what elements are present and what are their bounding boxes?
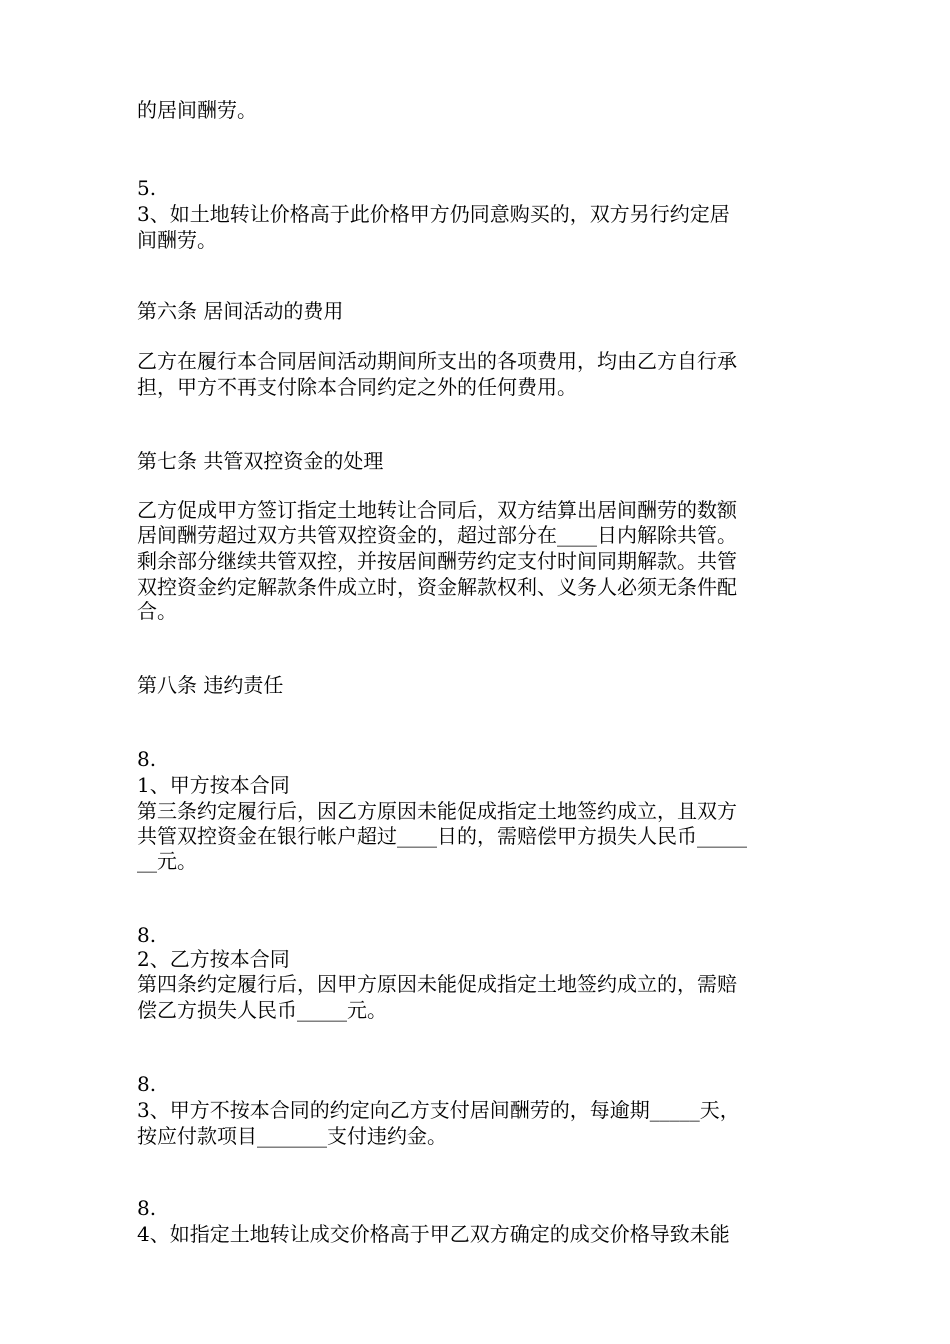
text-line: 4、如指定土地转让成交价格高于甲乙双方确定的成交价格导致未能 xyxy=(137,1222,730,1246)
clause-number: 8. xyxy=(137,1072,157,1096)
clause-number: 8. xyxy=(137,747,157,771)
text-line: 间酬劳。 xyxy=(137,228,217,252)
text-line: 担，甲方不再支付除本合同约定之外的任何费用。 xyxy=(137,375,577,399)
text-line: 3、如土地转让价格高于此价格甲方仍同意购买的，双方另行约定居 xyxy=(137,202,730,226)
text-line: 按应付款项目_______支付违约金。 xyxy=(137,1124,447,1148)
text-line: 剩余部分继续共管双控，并按居间酬劳约定支付时间同期解款。共管 xyxy=(137,549,737,573)
clause-number: 5. xyxy=(137,176,157,200)
text-line: 3、甲方不按本合同的约定向乙方支付居间酬劳的，每逾期_____天， xyxy=(137,1098,740,1122)
text-line: 乙方促成甲方签订指定土地转让合同后，双方结算出居间酬劳的数额 xyxy=(137,498,737,522)
text-line: 1、甲方按本合同 xyxy=(137,773,290,797)
section-heading: 第八条 违约责任 xyxy=(137,673,284,697)
clause-number: 8. xyxy=(137,923,157,947)
text-line: 偿乙方损失人民币_____元。 xyxy=(137,998,387,1022)
section-heading: 第七条 共管双控资金的处理 xyxy=(137,449,384,473)
text-line: 乙方在履行本合同居间活动期间所支出的各项费用，均由乙方自行承 xyxy=(137,349,737,373)
text-line: 共管双控资金在银行帐户超过____日的，需赔偿甲方损失人民币_____ xyxy=(137,824,747,848)
text-line: 合。 xyxy=(137,599,177,623)
section-heading: 第六条 居间活动的费用 xyxy=(137,299,344,323)
text-line: __元。 xyxy=(137,849,197,873)
text-line: 居间酬劳超过双方共管双控资金的，超过部分在____日内解除共管。 xyxy=(137,523,737,547)
text-line: 第四条约定履行后，因甲方原因未能促成指定土地签约成立的，需赔 xyxy=(137,972,737,996)
text-line: 第三条约定履行后，因乙方原因未能促成指定土地签约成立，且双方 xyxy=(137,799,737,823)
text-line: 2、乙方按本合同 xyxy=(137,947,290,971)
clause-number: 8. xyxy=(137,1196,157,1220)
text-line: 的居间酬劳。 xyxy=(137,98,257,122)
text-line: 双控资金约定解款条件成立时，资金解款权利、义务人必须无条件配 xyxy=(137,575,737,599)
